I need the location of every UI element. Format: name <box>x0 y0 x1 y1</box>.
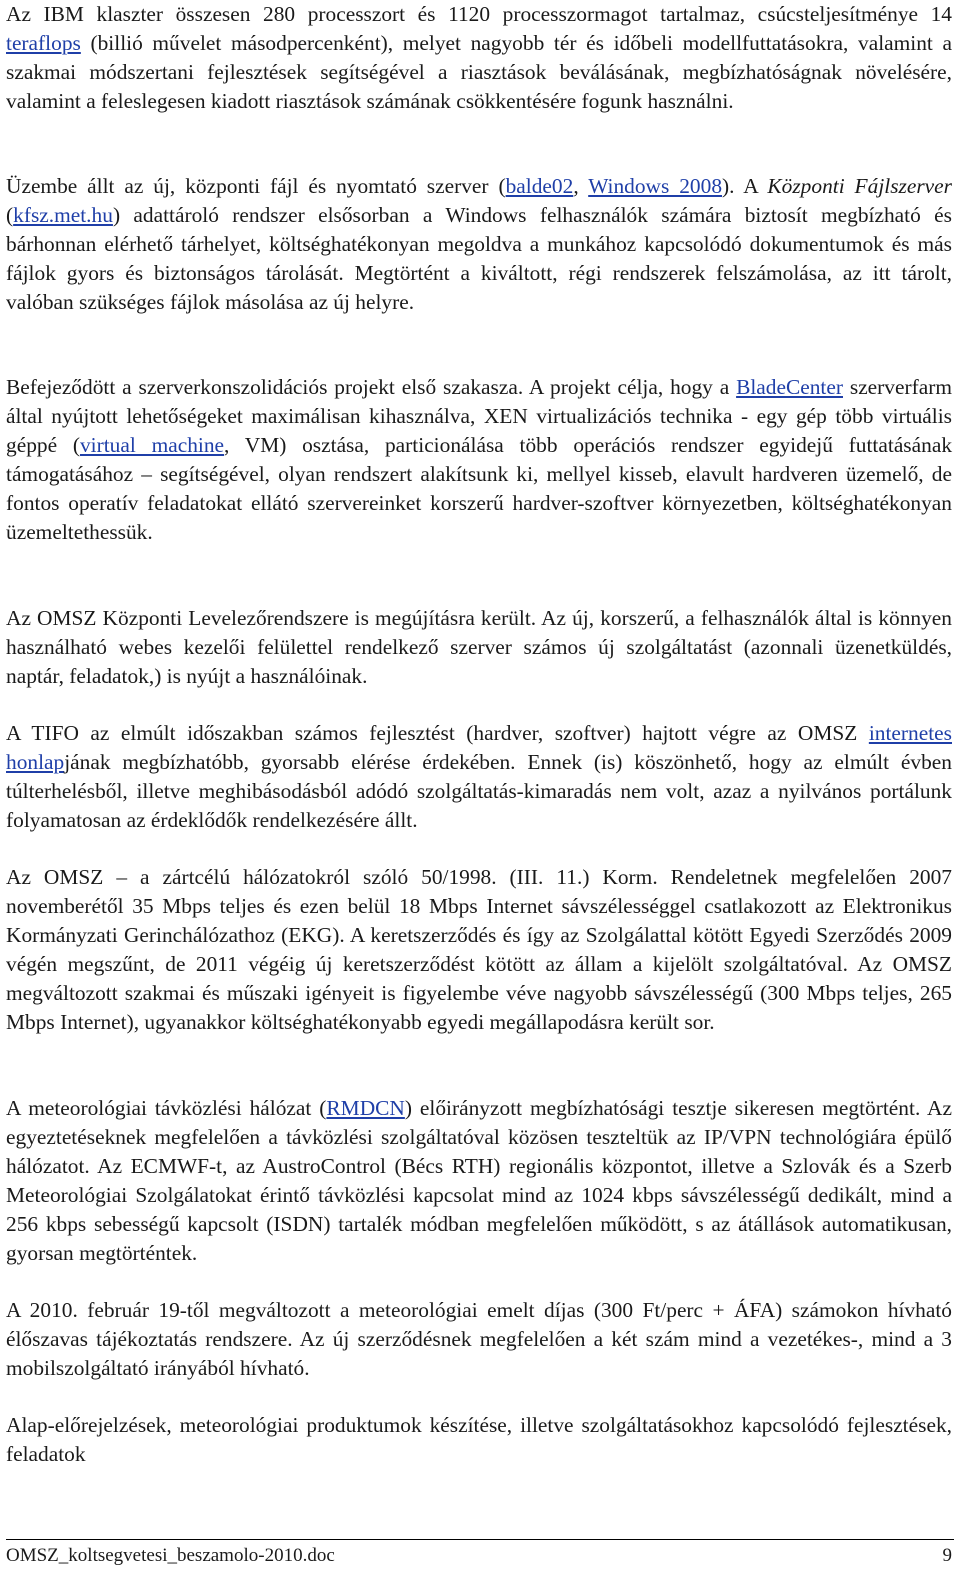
text-run: szerverfarm által nyújtott lehetőségeket maximálisan kihasználva, XEN virtualizációs technika - egy gép több virtuális géppé ( <box>6 375 952 457</box>
text-run: ). A <box>722 174 768 198</box>
link-balde02[interactable]: balde02 <box>505 174 574 198</box>
text-run: Alap-előrejelzések, meteorológiai produktumok készítése, illetve szolgáltatásokhoz kapcsolódó fejlesztések, feladatok <box>6 1413 952 1466</box>
text-run: A meteorológiai távközlési hálózat ( <box>6 1096 327 1120</box>
paragraph-file-server <box>6 172 952 317</box>
text-run: Az OMSZ Központi Levelezőrendszere is megújításra került. Az új, korszerű, a felhasználók által is könnyen használható webes kezelői felülettel rendelkező szerver számos új szolgáltatást (azonnali üzenetküldés, naptár, feladatok,) is nyújt a használóinak. <box>6 606 952 688</box>
link-internetes-honlap[interactable]: internetes honlap <box>6 721 952 774</box>
link-bladecenter[interactable]: BladeCenter <box>736 375 843 399</box>
text-run: Üzembe állt az új, központi fájl és nyomtató szerver ( <box>6 174 506 198</box>
emphasis-kozponti-fajlszerver: Központi Fájlszerver <box>767 174 952 198</box>
text-run: , <box>573 174 589 198</box>
paragraph-ekg-network <box>6 863 952 1036</box>
text-run: Az OMSZ – a zártcélú hálózatokról szóló 50/1998. (III. 11.) Korm. Rendeletnek megfelelően 2007 novemberétől 35 Mbps teljes és ezen belül 18 Mbps Internet sávszélességgel csatlakozott az Elektronikus Kormányzati Gerinchálózathoz (EKG). A keretszerződés és így az Szolgálattal kötött Egyedi Szerződés 2009 végén megszűnt, de 2011 végéig új keretszerződést kötött az állam a kijelölt szolgáltatóval. Az OMSZ megváltozott szakmai és műszaki igényeit is figyelembe véve nagyobb sávszélességű (300 Mbps teljes, 265 Mbps Internet), ugyanakkor költséghatékonyabb egyedi megállapodásra került sor. <box>6 865 952 1034</box>
link-rmdcn[interactable]: RMDCN <box>326 1096 405 1120</box>
footer-divider <box>6 1539 954 1540</box>
text-run: jának megbízhatóbb, gyorsabb elérése érdekében. Ennek (is) köszönhető, hogy az elmúlt évben túlterhelésből, illetve meghibásodásból adódó szolgáltatás-kimaradás nem volt, azaz a nyilvános portálunk folyamatosan az érdeklődők rendelkezésére állt. <box>6 749 952 832</box>
text-run: ) előirányzott megbízhatósági tesztje sikeresen megtörtént. Az egyeztetéseknek megfelelően a távközlési szolgáltatóval közösen teszteltük az IP/VPN technológiára épülő hálózatot. Az ECMWF-t, az AustroControl (Bécs RTH) regionális központot, illetve a Szlovák és a Szerb Meteorológiai Szolgálatokat érintő távközlési kapcsolat mind az 1024 kbps sávszélességű dedikált, mind a 256 kbps sebességű kapcsolt (ISDN) tartalék módban megfelelően működött, s az átállások automatikusan, gyorsan megtörténtek. <box>6 1096 952 1265</box>
text-run: Befejeződött a szerverkonszolidációs projekt első szakasza. A projekt célja, hogy a <box>6 375 737 399</box>
paragraph-server-consolidation <box>6 373 952 546</box>
paragraph-premium-phone <box>6 1296 952 1383</box>
text-run: ) adattároló rendszer elsősorban a Windows felhasználók számára biztosít megbízható és bárhonnan elérhető tárhelyet, költséghatékonyan megoldva a munkához kapcsolódó dokumentumok és más fájlok gyors és biztonságos tárolását. Megtörtént a kiváltott, régi rendszerek felszámolása, az itt tárolt, valóban szükséges fájlok másolása az új helyre. <box>6 202 952 314</box>
link-virtual-machine[interactable]: virtual machine <box>79 432 225 457</box>
paragraph-section-heading <box>6 1411 952 1469</box>
text-run: ( <box>6 202 14 227</box>
text-run: (billió művelet másodpercenként), melyet nagyobb tér és időbeli modellfuttatásokra, valamint a szakmai módszertani fejlesztések segítségével a riasztások beválásának, megbízhatóságnak növelésére, valamint a feleslegesen kiadott riasztások számának csökkentésére fogunk használni. <box>6 30 952 113</box>
text-run: A TIFO az elmúlt időszakban számos fejlesztést (hardver, szoftver) hajtott végre az OMSZ <box>6 721 869 745</box>
paragraph-mail-system <box>6 604 952 691</box>
text-run: Az IBM klaszter összesen 280 processzort és 1120 processzormagot tartalmaz, csúcsteljesítménye 14 <box>6 2 952 26</box>
link-windows-2008[interactable]: Windows 2008 <box>588 174 723 198</box>
footer-filename: OMSZ_koltsegvetesi_beszamolo-2010.doc <box>6 1545 335 1566</box>
footer-page-number: 9 <box>942 1545 952 1566</box>
paragraph-tifo-website <box>6 719 952 835</box>
text-run: A 2010. február 19-től megváltozott a meteorológiai emelt díjas (300 Ft/perc + ÁFA) számokon hívható élőszavas tájékoztatás rendszere. Az új szerződésnek megfelelően a két szám mind a vezetékes-, mind a 3 mobilszolgáltató irányából hívható. <box>6 1298 952 1380</box>
text-run: , VM) osztása, particionálása több operációs rendszer egyidejű futtatásának támogatásához – segítségével, olyan rendszert alakítsunk ki, mellyel kisseb, elavult hardveren üzemelő, de fontos operatív feladatokat ellátó szervereinket korszerű hardver-szoftver környezetben, költséghatékonyan üzemeltethessük. <box>6 432 953 544</box>
paragraph-rmdcn <box>6 1094 952 1267</box>
paragraph-ibm-cluster <box>6 0 952 116</box>
link-teraflops[interactable]: teraflops <box>6 30 81 55</box>
link-kfsz-met-hu[interactable]: kfsz.met.hu <box>13 202 113 227</box>
